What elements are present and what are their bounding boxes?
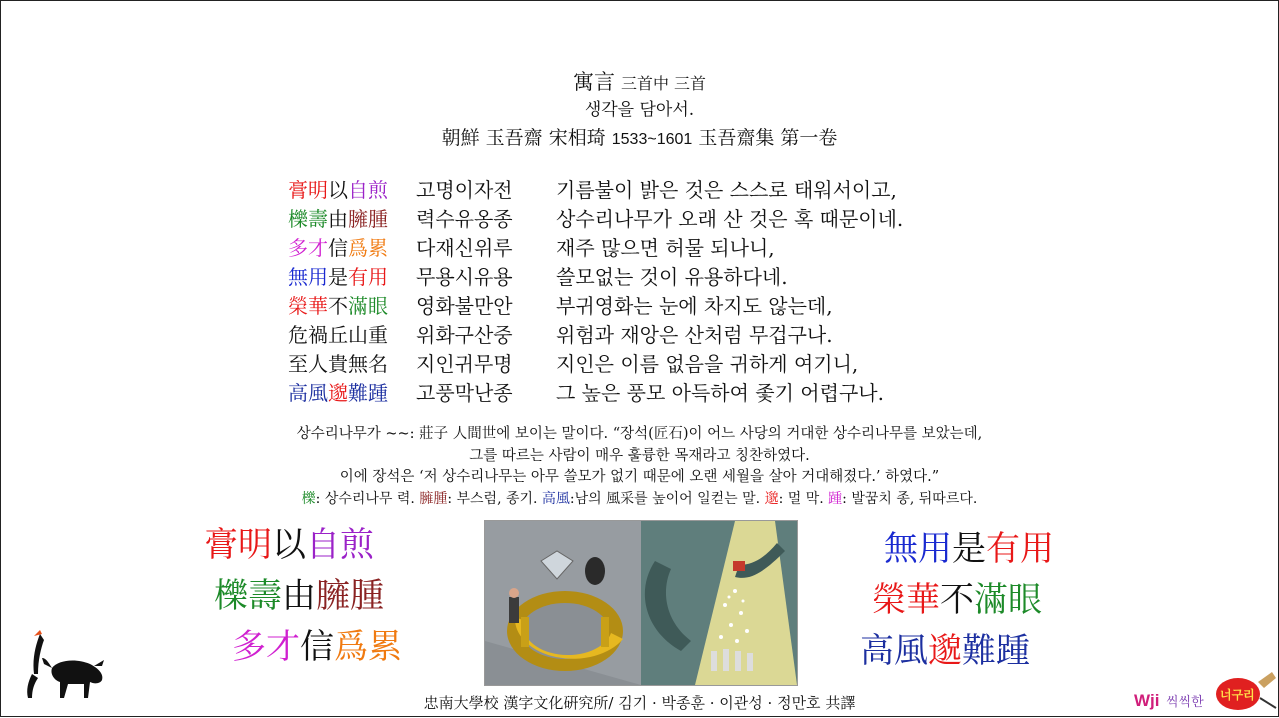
gloss-definition: : 발꿈치 종, 뒤따르다. bbox=[842, 490, 978, 507]
title-text: 寓言 bbox=[572, 70, 615, 94]
poem-char: 山 bbox=[348, 323, 368, 347]
big-verse-char: 無 bbox=[884, 529, 918, 569]
big-verse-line bbox=[860, 575, 1054, 626]
illustration-image bbox=[484, 520, 798, 686]
poem-char: 以 bbox=[328, 178, 348, 202]
notes bbox=[0, 424, 1279, 510]
poem-char: 壽 bbox=[308, 207, 328, 231]
poem-reading: 력수유옹종 bbox=[416, 207, 513, 231]
poem-hanja bbox=[288, 263, 416, 292]
poem-line bbox=[288, 176, 903, 205]
poem-char: 危 bbox=[288, 323, 308, 347]
poem-reading: 고풍막난종 bbox=[416, 381, 513, 405]
big-verse-line bbox=[200, 622, 402, 673]
big-verse-char: 煎 bbox=[340, 525, 374, 565]
note-line-3: 이에 장석은 ‘저 상수리나무는 아무 쓸모가 없기 때문에 오랜 세월을 살아 거대해졌다.’ 하였다.” bbox=[339, 469, 940, 485]
note-line-1: 상수리나무가 ~~: 莊子 人間世에 보이는 말이다. “장석(匠石)이 어느 사당의 거대한 상수리나무를 보았는데, bbox=[296, 426, 983, 442]
poem-char: 華 bbox=[308, 294, 328, 318]
poem-char: 有 bbox=[348, 265, 368, 289]
poem-char: 無 bbox=[348, 352, 368, 376]
poem-char: 用 bbox=[368, 265, 388, 289]
gloss-definition: : 부스럼, 종기. bbox=[447, 490, 542, 507]
big-verse-char: 腫 bbox=[350, 576, 384, 616]
poem-subtitle: 생각을 담아서. bbox=[584, 100, 695, 120]
glossary bbox=[0, 489, 1279, 511]
big-verse-line bbox=[200, 520, 402, 571]
poem-char: 臃 bbox=[348, 207, 368, 231]
poem-translation: 재주 많으면 허물 되나니, bbox=[556, 236, 775, 260]
poem-body bbox=[288, 176, 903, 408]
big-verse-char: 榮 bbox=[872, 580, 906, 620]
poem-reading: 고명이자전 bbox=[416, 178, 513, 202]
big-verse-char: 用 bbox=[918, 529, 952, 569]
poem-char: 禍 bbox=[308, 323, 328, 347]
poem-line bbox=[288, 292, 903, 321]
big-verse-char: 累 bbox=[368, 627, 402, 667]
poem-char: 煎 bbox=[368, 178, 388, 202]
poem-char: 至 bbox=[288, 352, 308, 376]
big-verse-char: 難 bbox=[962, 631, 996, 671]
poem-hanja bbox=[288, 379, 416, 408]
gloss-term: 高風 bbox=[541, 490, 570, 507]
poem-char: 貴 bbox=[328, 352, 348, 376]
poem-char: 不 bbox=[328, 294, 348, 318]
big-verse-char: 不 bbox=[940, 580, 974, 620]
poem-char: 用 bbox=[308, 265, 328, 289]
poem-char: 丘 bbox=[328, 323, 348, 347]
author-line bbox=[0, 123, 1279, 150]
big-verse-char: 臃 bbox=[316, 576, 350, 616]
gloss-term: 臃腫 bbox=[419, 490, 448, 507]
footer-credits: 忠南大學校 漢字文化硏究所/ 김기 · 박종훈 · 이관성 · 정만호 共譯 bbox=[423, 694, 856, 712]
big-verse-char: 高 bbox=[860, 631, 894, 671]
poem-char: 邈 bbox=[328, 381, 348, 405]
author-years: 1533~1601 bbox=[611, 131, 693, 148]
poem-reading: 다재신위루 bbox=[416, 236, 513, 260]
brand-tagline: 씩씩한 bbox=[1166, 695, 1204, 710]
poem-char: 是 bbox=[328, 265, 348, 289]
poem-reading: 지인귀무명 bbox=[416, 352, 513, 376]
poem-line bbox=[288, 379, 903, 408]
gloss-definition: :남의 風采를 높이어 일컫는 말. bbox=[569, 490, 765, 507]
poem-line bbox=[288, 234, 903, 263]
poem-line bbox=[288, 205, 903, 234]
poem-char: 信 bbox=[328, 236, 348, 260]
poem-hanja bbox=[288, 205, 416, 234]
big-verse-char: 華 bbox=[906, 580, 940, 620]
poem-char: 腫 bbox=[368, 207, 388, 231]
poem-char: 滿 bbox=[348, 294, 368, 318]
big-verse-char: 多 bbox=[232, 627, 266, 667]
poem-translation: 지인은 이름 없음을 귀하게 여기니, bbox=[556, 352, 859, 376]
big-verse-char: 明 bbox=[238, 525, 272, 565]
poem-translation: 기름불이 밝은 것은 스스로 태워서이고, bbox=[556, 178, 897, 202]
poem-char: 才 bbox=[308, 236, 328, 260]
poem-char: 自 bbox=[348, 178, 368, 202]
poem-char: 膏 bbox=[288, 178, 308, 202]
poem-line bbox=[288, 321, 903, 350]
poem-line bbox=[288, 350, 903, 379]
poem-translation: 그 높은 풍모 아득하여 좇기 어렵구나. bbox=[556, 381, 884, 405]
poem-char: 重 bbox=[368, 323, 388, 347]
big-verse-line bbox=[200, 571, 402, 622]
poem-char: 無 bbox=[288, 265, 308, 289]
big-verse-char: 有 bbox=[986, 529, 1020, 569]
poem-translation: 부귀영화는 눈에 차지도 않는데, bbox=[556, 294, 833, 318]
poem-char: 多 bbox=[288, 236, 308, 260]
author-suffix: 玉吾齋集 第一卷 bbox=[698, 127, 838, 149]
poem-reading: 무용시유용 bbox=[416, 265, 513, 289]
poem-char: 眼 bbox=[368, 294, 388, 318]
poem-char: 名 bbox=[368, 352, 388, 376]
poem-hanja bbox=[288, 234, 416, 263]
note-line-2: 그를 따르는 사람이 매우 훌륭한 목재라고 칭찬하였다. bbox=[469, 447, 810, 464]
poem-char: 櫟 bbox=[288, 207, 308, 231]
poem-char: 榮 bbox=[288, 294, 308, 318]
poem-char: 人 bbox=[308, 352, 328, 376]
gloss-term: 櫟 bbox=[301, 490, 316, 507]
big-verse-char: 爲 bbox=[334, 627, 368, 667]
big-verse-char: 眼 bbox=[1008, 580, 1042, 620]
big-verse-char: 邈 bbox=[928, 631, 962, 671]
gloss-term: 踵 bbox=[828, 490, 843, 507]
big-verse-char: 風 bbox=[894, 631, 928, 671]
big-verse-char: 自 bbox=[306, 525, 340, 565]
poem-char: 爲 bbox=[348, 236, 368, 260]
title-sub: 三首中 三首 bbox=[620, 74, 707, 93]
big-verse-char: 滿 bbox=[974, 580, 1008, 620]
big-verse-char: 壽 bbox=[248, 576, 282, 616]
bull-logo-icon bbox=[24, 628, 108, 706]
gloss-definition: : 상수리나무 력. bbox=[315, 490, 420, 507]
brand-logo-text: Wji bbox=[1134, 691, 1160, 710]
poem-line bbox=[288, 263, 903, 292]
big-verse-left bbox=[200, 520, 402, 673]
big-verse-char: 是 bbox=[952, 529, 986, 569]
big-verse-line bbox=[860, 524, 1054, 575]
big-verse-char: 膏 bbox=[204, 525, 238, 565]
big-verse-right bbox=[860, 524, 1054, 677]
poem-hanja bbox=[288, 176, 416, 205]
poem-hanja bbox=[288, 292, 416, 321]
gloss-term: 邈 bbox=[764, 490, 779, 507]
poem-translation: 위험과 재앙은 산처럼 무겁구나. bbox=[556, 323, 833, 347]
big-verse-char: 才 bbox=[266, 627, 300, 667]
poem-hanja bbox=[288, 350, 416, 379]
poem-translation: 상수리나무가 오래 산 것은 혹 때문이네. bbox=[556, 207, 904, 231]
gloss-definition: : 멀 막. bbox=[778, 490, 829, 507]
poem-char: 風 bbox=[308, 381, 328, 405]
big-verse-char: 踵 bbox=[996, 631, 1030, 671]
poem-title bbox=[0, 66, 1279, 96]
poem-char: 由 bbox=[328, 207, 348, 231]
big-verse-line bbox=[860, 626, 1054, 677]
poem-hanja bbox=[288, 321, 416, 350]
big-verse-char: 用 bbox=[1020, 529, 1054, 569]
poem-reading: 위화구산중 bbox=[416, 323, 513, 347]
brand-badge: 너구리 bbox=[1220, 688, 1255, 702]
poem-char: 累 bbox=[368, 236, 388, 260]
brand-logo bbox=[1132, 668, 1278, 718]
big-verse-char: 信 bbox=[300, 627, 334, 667]
poem-reading: 영화불만안 bbox=[416, 294, 513, 318]
poem-char: 踵 bbox=[368, 381, 388, 405]
poem-char: 明 bbox=[308, 178, 328, 202]
big-verse-char: 由 bbox=[282, 576, 316, 616]
big-verse-char: 以 bbox=[272, 525, 306, 565]
poem-char: 難 bbox=[348, 381, 368, 405]
big-verse-char: 櫟 bbox=[214, 576, 248, 616]
poem-char: 高 bbox=[288, 381, 308, 405]
author-prefix: 朝鮮 玉吾齋 宋相琦 bbox=[441, 127, 606, 149]
poem-translation: 쓸모없는 것이 유용하다네. bbox=[556, 265, 788, 289]
